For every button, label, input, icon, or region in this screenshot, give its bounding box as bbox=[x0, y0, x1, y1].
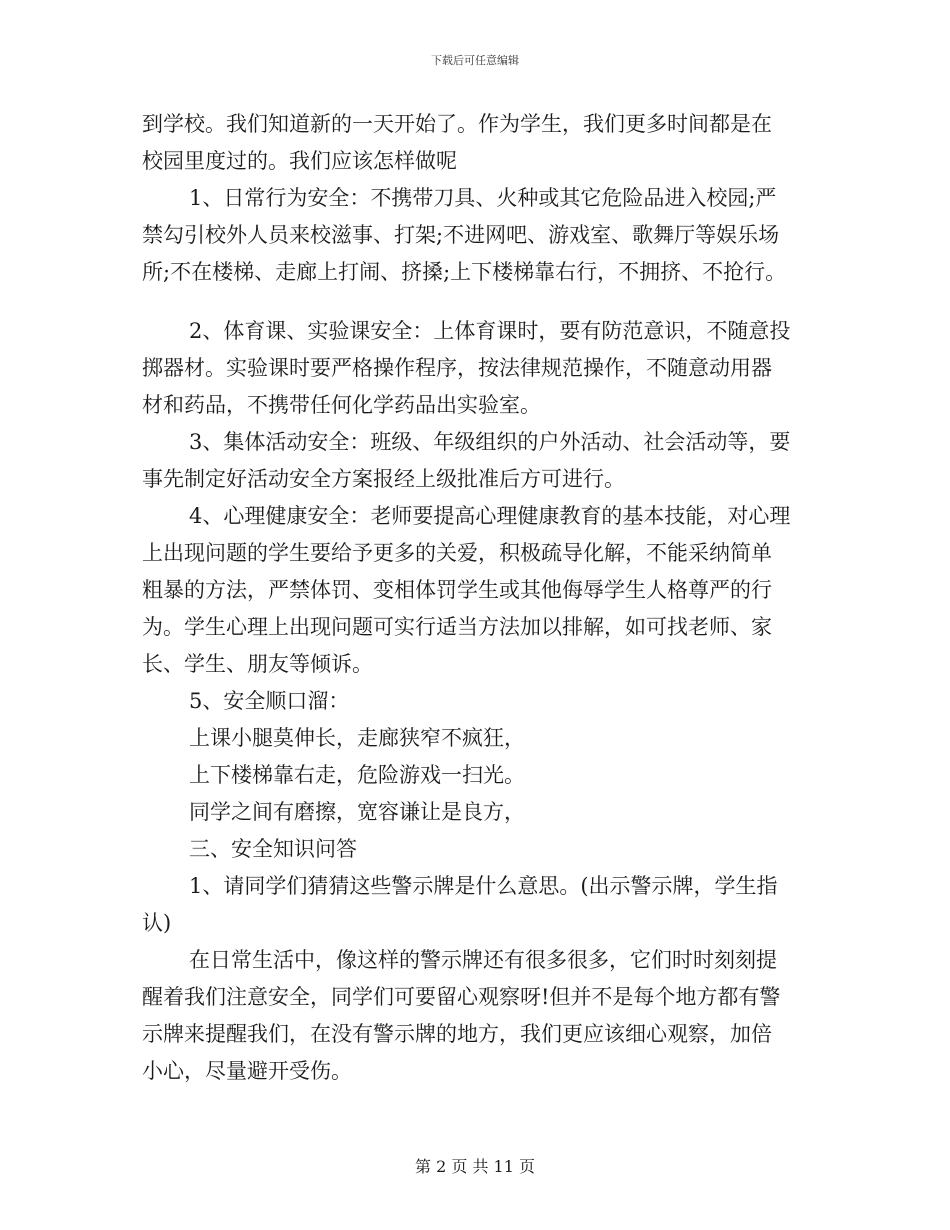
text-line: 为。学生心理上出现问题可实行适当方法加以排解，如可找老师、家 bbox=[142, 615, 772, 639]
text-line: 校园里度过的。我们应该怎样做呢 bbox=[142, 149, 457, 173]
text-line: 材和药品，不携带任何化学药品出实验室。 bbox=[142, 393, 541, 417]
paragraph-gap bbox=[142, 291, 808, 313]
page-footer: 第 2 页 共 11 页 bbox=[415, 1157, 535, 1176]
text-line: 认) bbox=[142, 911, 172, 935]
text-line: 上课小腿莫伸长，走廊狭窄不疯狂， bbox=[189, 726, 525, 750]
text-line: 粗暴的方法，严禁体罚、变相体罚学生或其他侮辱学生人格尊严的行 bbox=[142, 578, 772, 602]
text-line: 同学之间有磨擦，宽容谦让是良方， bbox=[189, 800, 525, 824]
text-line: 在日常生活中，像这样的警示牌还有很多很多，它们时时刻刻提 bbox=[189, 948, 777, 972]
text-line: 2、体育课、实验课安全：上体育课时，要有防范意识，不随意投 bbox=[189, 319, 791, 343]
text-line: 5、安全顺口溜： bbox=[189, 689, 350, 713]
text-line: 醒着我们注意安全，同学们可要留心观察呀!但并不是每个地方都有警 bbox=[142, 985, 781, 1009]
text-line: 长、学生、朋友等倾诉。 bbox=[142, 652, 373, 676]
text-line: 示牌来提醒我们，在没有警示牌的地方，我们更应该细心观察，加倍 bbox=[142, 1022, 772, 1046]
text-line: 到学校。我们知道新的一天开始了。作为学生，我们更多时间都是在 bbox=[142, 112, 772, 136]
page-header: 下载后可任意编辑 bbox=[431, 54, 519, 67]
text-line: 1、请同学们猜猜这些警示牌是什么意思。(出示警示牌，学生指 bbox=[189, 874, 778, 898]
text-line: 所;不在楼梯、走廊上打闹、挤搡;上下楼梯靠右行，不拥挤、不抢行。 bbox=[142, 260, 787, 284]
text-line: 事先制定好活动安全方案报经上级批准后方可进行。 bbox=[142, 467, 625, 491]
text-line: 上下楼梯靠右走，危险游戏一扫光。 bbox=[189, 763, 525, 787]
text-line: 掷器材。实验课时要严格操作程序，按法律规范操作，不随意动用器 bbox=[142, 356, 772, 380]
text-line: 小心，尽量避开受伤。 bbox=[142, 1059, 352, 1083]
text-line: 上出现问题的学生要给予更多的关爱，积极疏导化解，不能采纳简单 bbox=[142, 541, 772, 565]
text-line: 4、心理健康安全：老师要提高心理健康教育的基本技能，对心理 bbox=[189, 504, 791, 528]
section-heading: 三、安全知识问答 bbox=[189, 837, 357, 861]
text-line: 1、日常行为安全：不携带刀具、火种或其它危险品进入校园;严 bbox=[189, 186, 777, 210]
document-body bbox=[142, 106, 808, 1090]
text-line: 禁勾引校外人员来校滋事、打架;不进网吧、游戏室、歌舞厅等娱乐场 bbox=[142, 223, 780, 247]
text-line: 3、集体活动安全：班级、年级组织的户外活动、社会活动等，要 bbox=[189, 430, 791, 454]
